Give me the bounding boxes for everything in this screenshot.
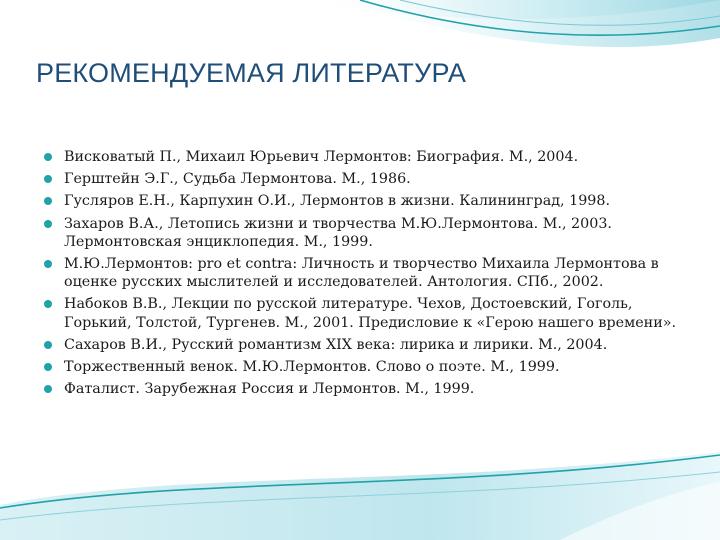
bullet-icon [44, 175, 52, 183]
list-item [44, 148, 694, 166]
list-item [44, 358, 694, 376]
list-item [44, 336, 694, 354]
list-item [44, 380, 694, 398]
bibliography-list [44, 148, 694, 402]
list-item-text: Фаталист. Зарубежная Россия и Лермонтов. М., 1999. [64, 381, 475, 398]
list-item-text: Висковатый П., Михаил Юрьевич Лермонтов: Биография. М., 2004. [64, 149, 579, 165]
list-item [44, 170, 694, 188]
bullet-icon [44, 300, 52, 308]
list-item-text: М.Ю.Лермонтов: pro et contra: Личность и творчество Михаила Лермонтова в оценке русских мыслителей и исследователей. Антология. СПб., 2002. [64, 256, 659, 291]
list-item-text: Торжественный венок. М.Ю.Лермонтов. Слово о поэте. М., 1999. [64, 359, 560, 376]
list-item [44, 215, 694, 251]
list-item-text: Захаров В.А., Летопись жизни и творчества М.Ю.Лермонтова. М., 2003. Лермонтовская энциклопедия. М., 1999. [64, 215, 612, 250]
bullet-icon [44, 153, 52, 161]
list-item [44, 192, 694, 210]
list-item-text: Набоков В.В., Лекции по русской литературе. Чехов, Достоевский, Гоголь, Горький, Толстой, Тургенев. М., 2001. Предисловие к «Герою нашего времени». [64, 296, 677, 331]
bullet-icon [44, 197, 52, 205]
page-title: РЕКОМЕНДУЕМАЯ ЛИТЕРАТУРА [36, 58, 467, 88]
bullet-icon [44, 260, 52, 268]
bullet-icon [44, 220, 52, 228]
bullet-icon [44, 341, 52, 349]
list-item-text: Гусляров Е.Н., Карпухин О.И., Лермонтов в жизни. Калининград, 1998. [64, 193, 611, 210]
list-item [44, 255, 694, 291]
list-item [44, 295, 694, 331]
bullet-icon [44, 385, 52, 393]
list-item-text: Герштейн Э.Г., Судьба Лермонтова. М., 1986. [64, 171, 411, 188]
list-item-text: Сахаров В.И., Русский романтизм XIX века: лирика и лирики. М., 2004. [64, 336, 608, 353]
bullet-icon [44, 363, 52, 371]
